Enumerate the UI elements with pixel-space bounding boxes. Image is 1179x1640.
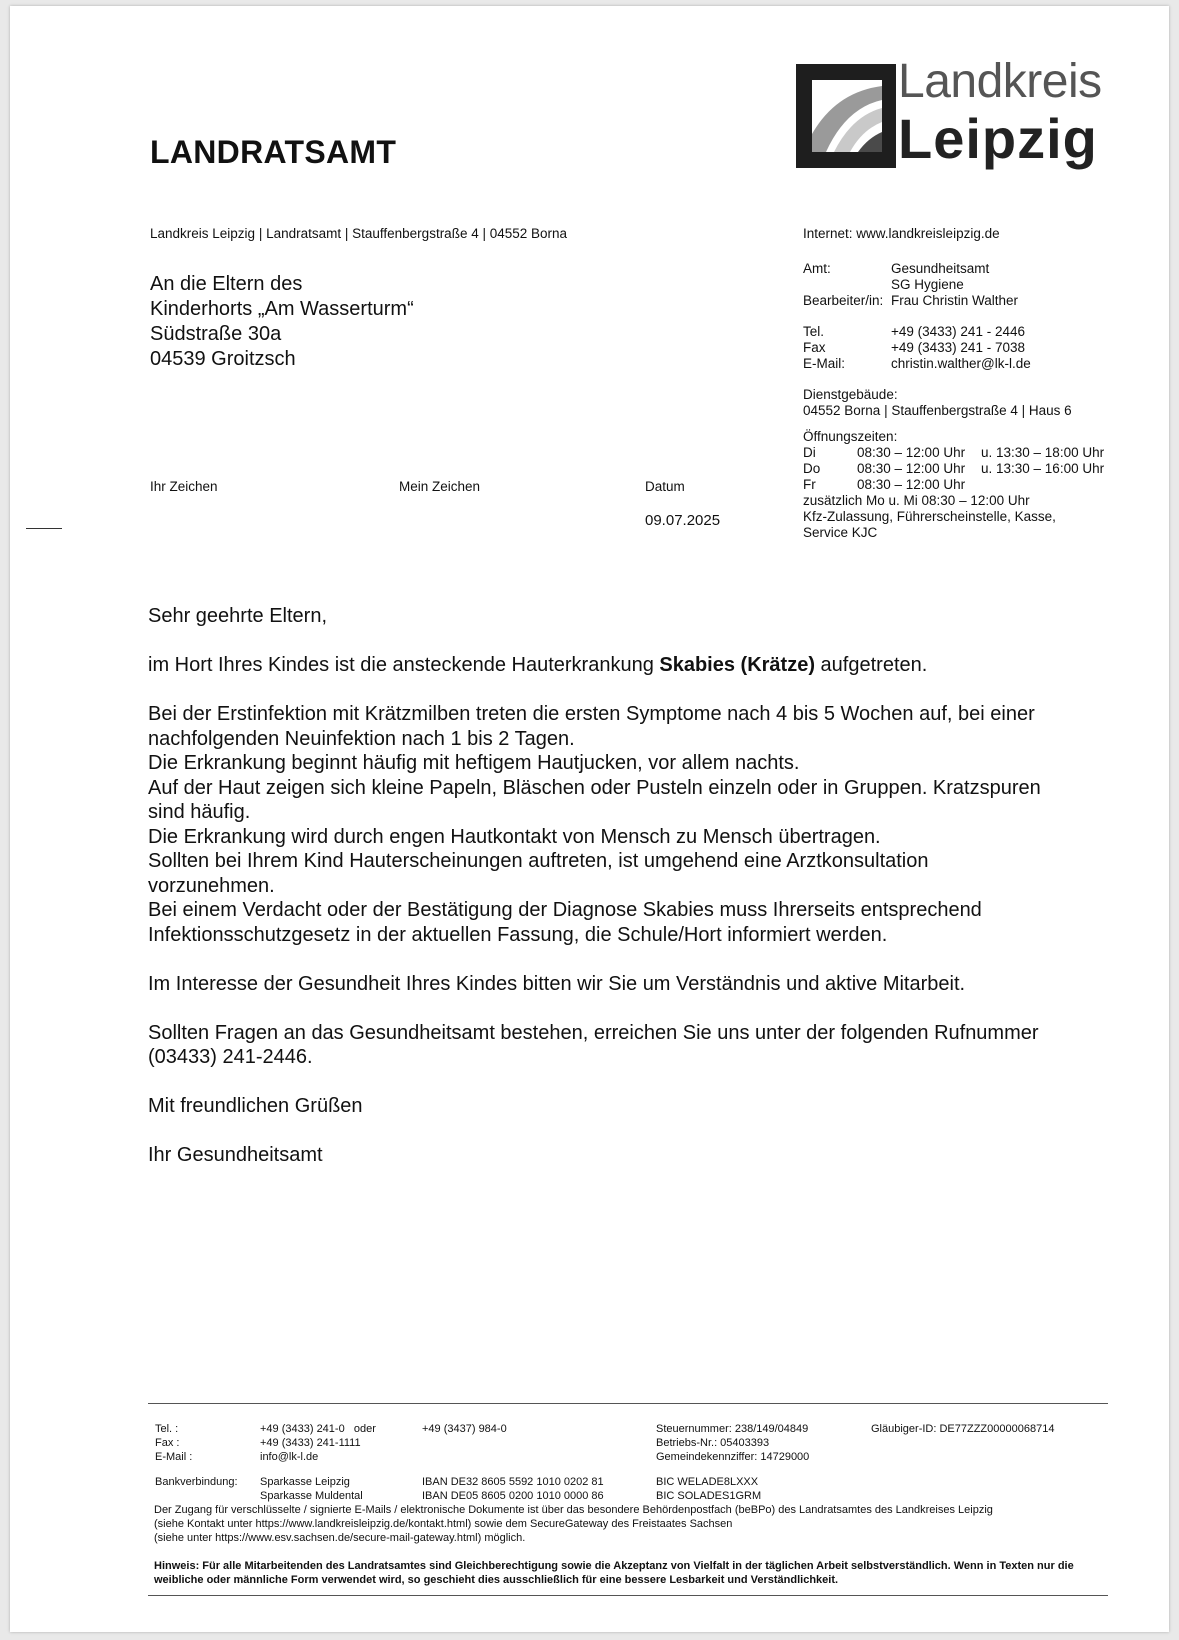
disease-name: Skabies (Krätze) (659, 654, 815, 676)
footer-tel-label: Tel. : (155, 1423, 179, 1435)
hours-extra: zusätzlich Mo u. Mi 08:30 – 12:00 Uhr (803, 493, 1030, 508)
text-line: Die Erkrankung beginnt häufig mit heftigem Hautjucken, vor allem nachts. (148, 752, 800, 774)
footer-fax-value: +49 (3433) 241-1111 (260, 1437, 361, 1449)
footer-access-line: (siehe Kontakt unter https://www.landkreisleipzig.de/kontakt.html) sowie dem SecureGateway des Freistaates Sachsen (154, 1518, 733, 1530)
text-line: Sollten Fragen an das Gesundheitsamt bestehen, erreichen Sie uns unter der folgenden Rufnummer (148, 1021, 1039, 1044)
text-line: nachfolgenden Neuinfektion nach 1 bis 2 Tagen. (148, 727, 575, 750)
text-line: (03433) 241-2446. (148, 1046, 313, 1068)
footer-iban: IBAN DE32 8605 5592 1010 0202 81 (422, 1476, 604, 1488)
paragraph-intro (148, 653, 1108, 678)
hours-day: Do (803, 461, 821, 476)
tel-label: Tel. (803, 324, 825, 339)
paragraph-request: Im Interesse der Gesundheit Ihres Kindes bitten wir Sie um Verständnis und aktive Mitarbeit. (148, 972, 966, 995)
closing: Mit freundlichen Grüßen (148, 1095, 363, 1117)
footer-email-label: E-Mail : (155, 1451, 193, 1463)
footer-bic: BIC SOLADES1GRM (656, 1490, 762, 1502)
building-label: Dienstgebäude: (803, 387, 898, 402)
footer-divider-top (148, 1403, 1108, 1404)
logo-mark-icon (796, 64, 896, 168)
text-line: Die Erkrankung wird durch engen Hautkontakt von Mensch zu Mensch übertragen. (148, 825, 881, 848)
text-line: vorzunehmen. (148, 874, 275, 897)
logo-text-leipzig: Leipzig (898, 107, 1098, 170)
hours-time: 08:30 – 12:00 Uhr (857, 461, 966, 476)
footer-gemeinde: Gemeindekennziffer: 14729000 (656, 1451, 810, 1463)
letter-body (148, 604, 1108, 1192)
mein-zeichen-label: Mein Zeichen (399, 479, 481, 494)
intro-text: im Hort Ihres Kindes ist die ansteckende Hauterkrankung (148, 654, 660, 676)
fold-mark (26, 528, 62, 529)
footer-email-value: info@lk-l.de (260, 1451, 319, 1463)
recipient-line: 04539 Groitzsch (150, 348, 296, 370)
bearbeiter-value: Frau Christin Walther (891, 293, 1019, 308)
hours-services: Service KJC (803, 525, 878, 540)
sender-line: Landkreis Leipzig | Landratsamt | Stauffenbergstraße 4 | 04552 Borna (150, 226, 568, 241)
footer-bank-name: Sparkasse Muldental (260, 1490, 363, 1502)
footer-banks (260, 1475, 363, 1503)
amt-subvalue: SG Hygiene (891, 277, 964, 292)
footer-iban: IBAN DE05 8605 0200 1010 0000 86 (422, 1490, 604, 1502)
paragraph-contact (148, 1021, 1108, 1070)
hours-day: Di (803, 445, 816, 460)
building-value: 04552 Borna | Stauffenbergstraße 4 | Haus 6 (803, 403, 1072, 418)
footer-bics (656, 1475, 761, 1503)
hours-day: Fr (803, 477, 816, 492)
footer-bank-name: Sparkasse Leipzig (260, 1476, 350, 1488)
recipient-line: Südstraße 30a (150, 323, 282, 345)
text-line: Sollten bei Ihrem Kind Hauterscheinungen auftreten, ist umgehend eine Arztkonsultation (148, 850, 929, 872)
hours-time: 08:30 – 12:00 Uhr (857, 445, 966, 460)
text-line: Infektionsschutzgesetz in der aktuellen Fassung, die Schule/Hort informiert werden. (148, 923, 888, 946)
signature: Ihr Gesundheitsamt (148, 1144, 323, 1166)
datum-label: Datum (645, 479, 685, 494)
fax-label: Fax (803, 340, 826, 355)
footer-divider-bottom (148, 1595, 1108, 1596)
bearbeiter-label: Bearbeiter/in: (803, 293, 884, 308)
footer-bank-label: Bankverbindung: (155, 1476, 238, 1488)
internet-link: Internet: www.landkreisleipzig.de (803, 226, 1000, 241)
tel-value: +49 (3433) 241 - 2446 (891, 324, 1025, 339)
footer-access-line: Der Zugang für verschlüsselte / signierte E-Mails / elektronische Dokumente ist über das besondere Behördenpostfach (beBPo) des Landratsamtes des Landkreises Leipzig (154, 1504, 993, 1516)
footer-betriebs: Betriebs-Nr.: 05403393 (656, 1437, 770, 1449)
text-line: Bei einem Verdacht oder der Bestätigung der Diagnose Skabies muss Ihrerseits entsprechend (148, 899, 982, 921)
ihr-zeichen-label: Ihr Zeichen (150, 479, 218, 494)
footer-tel-alt: +49 (3437) 984-0 (422, 1423, 507, 1435)
letter-page (10, 6, 1169, 1632)
landkreis-leipzig-logo (796, 50, 1102, 190)
footer-fax-label: Fax : (155, 1437, 180, 1449)
hours-time: 08:30 – 12:00 Uhr (857, 477, 966, 492)
recipient-address (150, 272, 414, 372)
datum-value: 09.07.2025 (645, 512, 721, 529)
footer-tel-value: +49 (3433) 241-0 oder (260, 1423, 376, 1435)
email-label: E-Mail: (803, 356, 846, 371)
footer-ibans (422, 1475, 604, 1503)
text-line: sind häufig. (148, 801, 251, 823)
contact-numbers (803, 324, 1031, 372)
logo-text-landkreis: Landkreis (898, 55, 1102, 108)
salutation: Sehr geehrte Eltern, (148, 605, 327, 627)
amt-label: Amt: (803, 261, 831, 276)
footer-access-note (154, 1503, 993, 1545)
footer-bic: BIC WELADE8LXXX (656, 1476, 759, 1488)
footer-steuer: Steuernummer: 238/149/04849 (656, 1423, 809, 1435)
opening-hours (803, 429, 1104, 541)
hours-time-afternoon: u. 13:30 – 18:00 Uhr (981, 445, 1105, 460)
recipient-line: An die Eltern des (150, 273, 303, 295)
hours-services: Kfz-Zulassung, Führerscheinstelle, Kasse, (803, 509, 1056, 524)
footer-contact-values (260, 1422, 376, 1464)
footer-glaeubiger: Gläubiger-ID: DE77ZZZ00000068714 (871, 1423, 1055, 1435)
amt-value: Gesundheitsamt (891, 261, 990, 276)
footer-access-line: (siehe unter https://www.esv.sachsen.de/secure-mail-gateway.html) möglich. (154, 1532, 526, 1544)
text-line: Auf der Haut zeigen sich kleine Papeln, Bläschen oder Pusteln einzeln oder in Gruppen. Kratzspuren (148, 776, 1041, 799)
page-title: LANDRATSAMT (150, 134, 397, 170)
footer-tax-info (656, 1422, 809, 1464)
recipient-line: Kinderhorts „Am Wasserturm“ (150, 298, 414, 320)
fax-value: +49 (3433) 241 - 7038 (891, 340, 1025, 355)
office-info (803, 261, 1018, 309)
footer-hint: Hinweis: Für alle Mitarbeitenden des Landratsamtes sind Gleichberechtigung sowie die Akzeptanz von Vielfalt in der täglichen Arbeit selbstverständlich. Wenn in Texten nur die weibliche oder männliche Form verwendet wird, so geschieht dies ausschließlich für eine bessere Lesbarkeit und Verständlichkeit. (154, 1560, 1074, 1586)
hours-time-afternoon: u. 13:30 – 16:00 Uhr (981, 461, 1105, 476)
paragraph-symptoms (148, 702, 1108, 947)
building-info (803, 387, 1072, 419)
footer-contact-labels (155, 1422, 192, 1464)
text-line: Bei der Erstinfektion mit Krätzmilben treten die ersten Symptome nach 4 bis 5 Wochen auf, bei einer (148, 703, 1035, 725)
email-value: christin.walther@lk-l.de (891, 356, 1031, 371)
intro-text-end: aufgetreten. (815, 654, 928, 676)
hours-label: Öffnungszeiten: (803, 429, 898, 444)
